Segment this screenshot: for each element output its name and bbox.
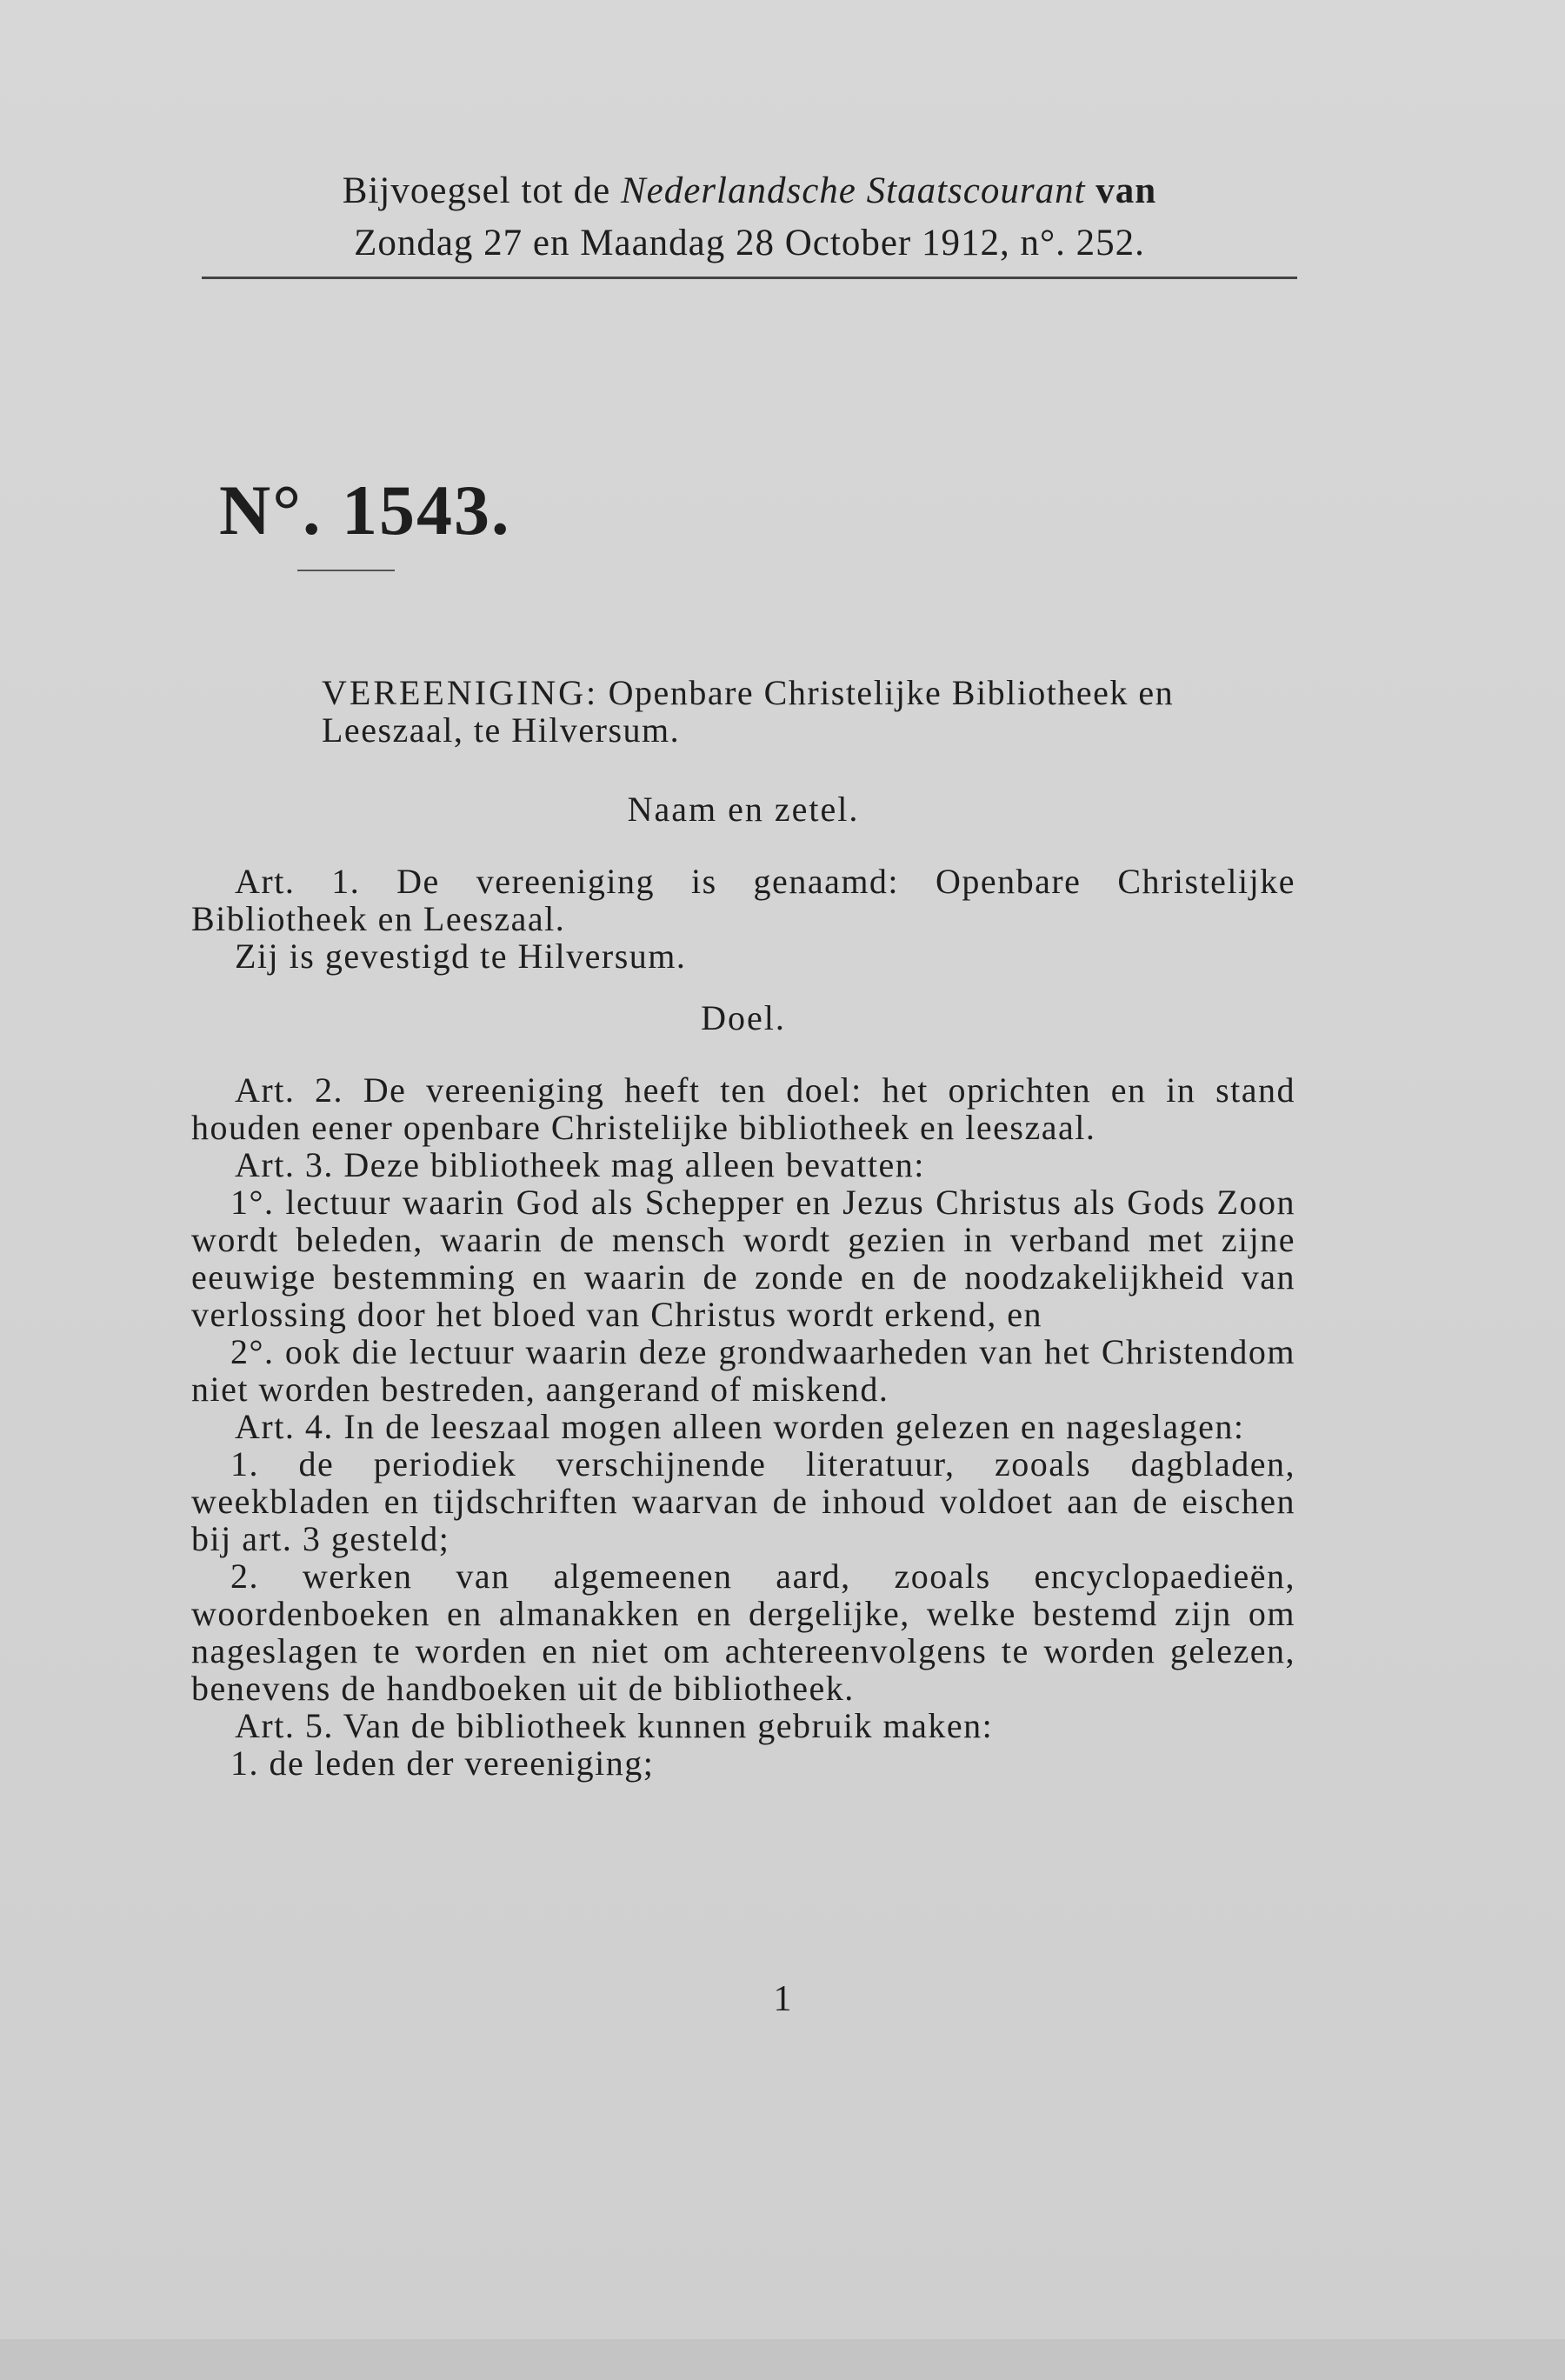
article-4: Art. 4. In de leeszaal mogen alleen worden gelezen en nageslagen: bbox=[235, 1407, 1245, 1446]
article-3-item-1: 1°. lectuur waarin God als Schepper en Jezus Christus als Gods Zoon wordt beleden, waarin de mensch wordt gezien in verband met zijne eeuwige bestemming en waarin de zonde en de noodzakelijkheid van verlossing door het bloed van Christus wordt erkend, en bbox=[191, 1183, 1295, 1334]
document-number: N°. 1543. bbox=[219, 470, 511, 550]
scan-edge bbox=[0, 2339, 1565, 2380]
gazette-header bbox=[202, 165, 1297, 270]
document-body bbox=[191, 674, 1295, 1782]
section-heading-name: Naam en zetel. bbox=[627, 790, 860, 829]
gazette-title: Nederlandsche Staatscourant bbox=[620, 170, 1086, 211]
page-number: 1 bbox=[773, 1979, 792, 2019]
header-divider bbox=[202, 277, 1297, 279]
article-1-seat: Zij is gevestigd te Hilversum. bbox=[235, 937, 687, 976]
number-divider bbox=[297, 570, 395, 571]
article-1: Art. 1. De vereeniging is genaamd: Openbare Christelijke Bibliotheek en Leeszaal. bbox=[191, 862, 1295, 938]
header-line-1: Bijvoegsel tot de Nederlandsche Staatscourant van bbox=[342, 170, 1157, 211]
article-3-item-2: 2°. ook die lectuur waarin deze grondwaarheden van het Christendom niet worden bestreden, aangerand of miskend. bbox=[191, 1332, 1295, 1409]
article-5: Art. 5. Van de bibliotheek kunnen gebruik maken: bbox=[235, 1706, 994, 1745]
article-3: Art. 3. Deze bibliotheek mag alleen bevatten: bbox=[235, 1145, 925, 1184]
article-4-item-2: 2. werken van algemeenen aard, zooals encyclopaedieën, woordenboeken en almanakken en dergelijke, welke bestemd zijn om nageslagen te worden en niet om achtereenvolgens te worden gelezen, benevens de handboeken uit de bibliotheek. bbox=[191, 1557, 1295, 1708]
section-heading-purpose: Doel. bbox=[701, 998, 786, 1037]
article-4-item-1: 1. de periodiek verschijnende literatuur, zooals dagbladen, weekbladen en tijdschriften waarvan de inhoud voldoet aan de eischen bij art. 3 gesteld; bbox=[191, 1444, 1295, 1558]
article-5-item-1: 1. de leden der vereeniging; bbox=[230, 1743, 655, 1783]
header-line-2: Zondag 27 en Maandag 28 October 1912, n°. 252. bbox=[354, 223, 1145, 263]
article-2: Art. 2. De vereeniging heeft ten doel: het oprichten en in stand houden eener openbare Christelijke bibliotheek en leeszaal. bbox=[191, 1070, 1295, 1147]
association-title: VEREENIGING: Openbare Christelijke Bibliotheek en Leeszaal, te Hilversum. bbox=[322, 673, 1175, 750]
